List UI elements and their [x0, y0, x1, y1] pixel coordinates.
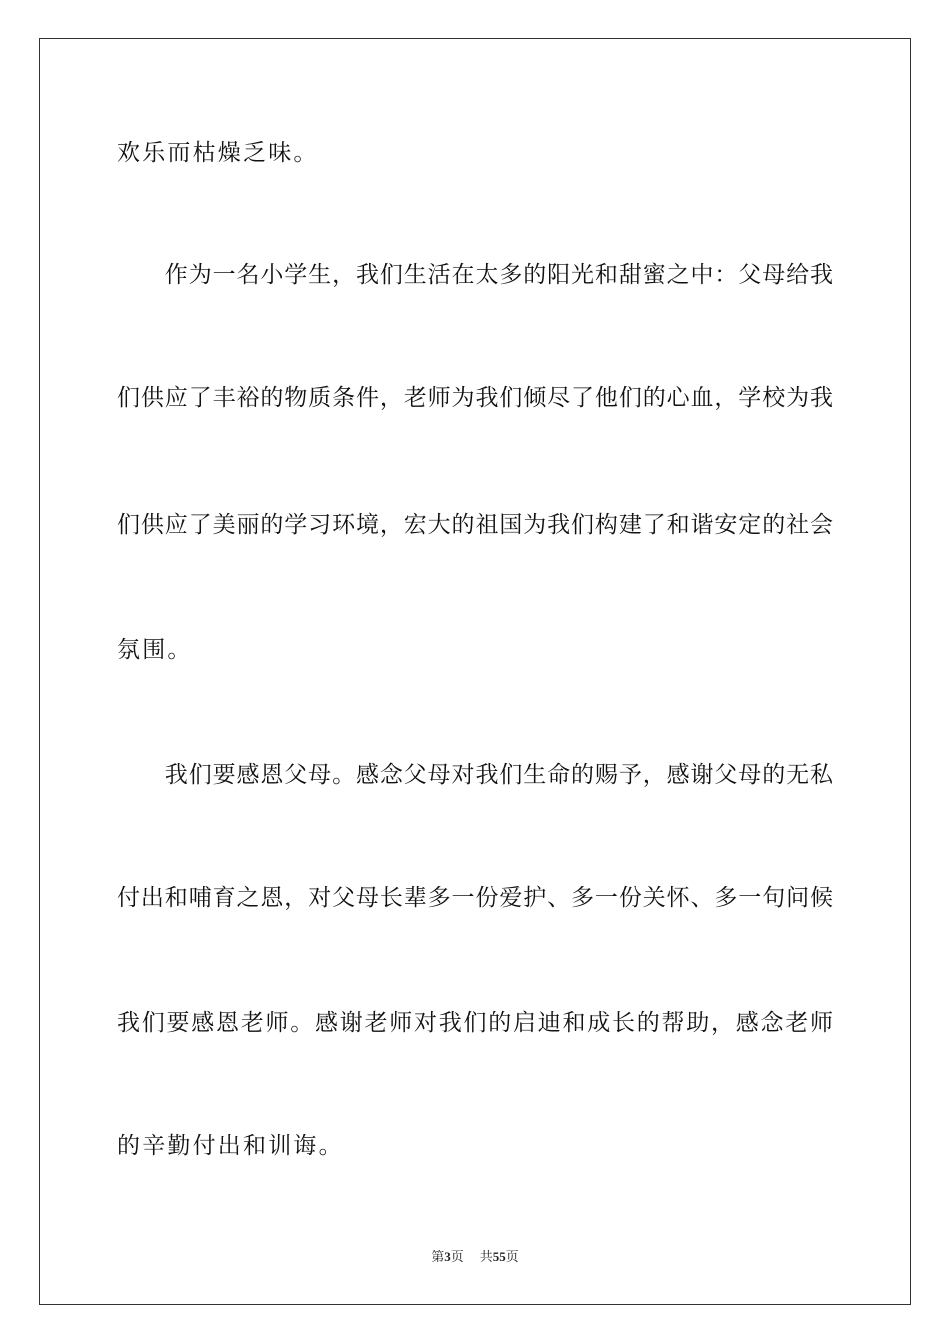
text-line-4: 们供应了美丽的学习环境，宏大的祖国为我们构建了和谐安定的社会 — [117, 512, 833, 538]
footer-prefix: 第 — [431, 1249, 445, 1264]
text-line-9: 的辛勤付出和训诲。 — [117, 1133, 344, 1159]
text-line-6: 我们要感恩父母。感念父母对我们生命的赐予，感谢父母的无私 — [117, 762, 833, 788]
text-line-2: 作为一名小学生，我们生活在太多的阳光和甜蜜之中：父母给我 — [117, 262, 833, 288]
page-footer — [0, 1248, 950, 1266]
text-line-1: 欢乐而枯燥乏味。 — [117, 140, 319, 166]
footer-current-page: 3 — [444, 1249, 451, 1264]
footer-total-prefix: 共 — [479, 1249, 493, 1264]
text-line-8: 我们要感恩老师。感谢老师对我们的启迪和成长的帮助，感念老师 — [117, 1010, 833, 1036]
footer-page-suffix: 页 — [450, 1249, 464, 1264]
text-line-7: 付出和哺育之恩，对父母长辈多一份爱护、多一份关怀、多一句问候 — [117, 885, 833, 911]
footer-total-suffix: 页 — [505, 1249, 519, 1264]
page-border — [39, 38, 911, 1305]
text-line-5: 氛围。 — [117, 637, 193, 663]
text-line-3: 们供应了丰裕的物质条件，老师为我们倾尽了他们的心血，学校为我 — [117, 385, 833, 411]
footer-total-pages: 55 — [492, 1249, 506, 1264]
